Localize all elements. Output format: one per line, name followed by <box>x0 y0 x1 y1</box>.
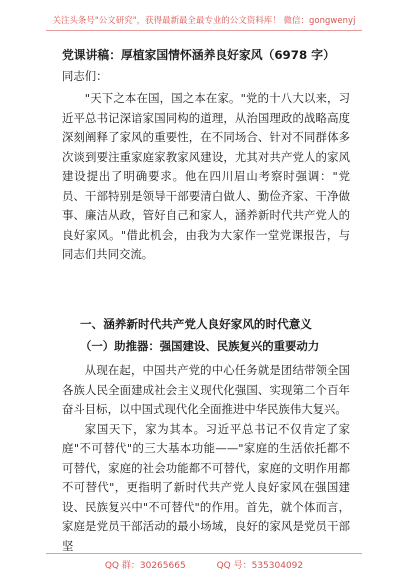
intro-paragraph: "天下之本在国，国之本在家。"党的十八大以来，习近平总书记深谙家国同构的道理，从治国理政的战略高度深刻阐释了家风的重要性，在不同场合、针对不同群体多次谈到要注重家庭家教家风建设，尤其对共产党人的家风建设提出了明确要求。他在四川眉山考察时强调："党员、干部特别是领导干部要清白做人、勤俭齐家、干净做事、廉洁从政，管好自己和家人，涵养新时代共产党人的良好家风。"借此机会，由我为大家作一堂党课报告，与同志们共同交流。 <box>62 91 350 261</box>
body-paragraph: 家国天下，家为其本。习近平总书记不仅肯定了家庭"不可替代"的三大基本功能——"家庭的生活依托都不可替代，家庭的社会功能都不可替代，家庭的文明作用都不可替代"，更指明了新时代共产党人良好家风在强国建设、民族复兴中"不可替代"的作用。首先，就个体而言，家庭是党员干部活动的最小场域，良好的家风是党员干部坚 <box>62 421 350 553</box>
document-title: 党课讲稿：厚植家国情怀涵养良好家风（6978 字） <box>62 48 335 62</box>
footer-qq-number: QQ 号：535304092 <box>216 561 304 571</box>
intro-section <box>62 89 350 265</box>
subsection-heading: （一）助推器：强国建设、民族复兴的重要动力 <box>80 339 320 353</box>
footer <box>0 558 408 571</box>
body-section <box>62 361 350 556</box>
salutation: 同志们： <box>62 69 108 83</box>
header-divider <box>46 30 362 31</box>
footer-divider <box>46 553 362 554</box>
body-paragraph: 从现在起，中国共产党的中心任务就是团结带领全国各族人民全面建成社会主义现代化强国、实现第二个百年奋斗目标，以中国式现代化全面推进中华民族伟大复兴。 <box>62 363 350 416</box>
footer-qq-group: QQ 群：30265665 <box>104 561 186 571</box>
section-heading: 一、涵养新时代共产党人良好家风的时代意义 <box>80 317 312 331</box>
header-banner: 关注头条号"公文研究"，获得最新最全最专业的公文资料库！ 微信：gongwenyj <box>52 15 356 25</box>
